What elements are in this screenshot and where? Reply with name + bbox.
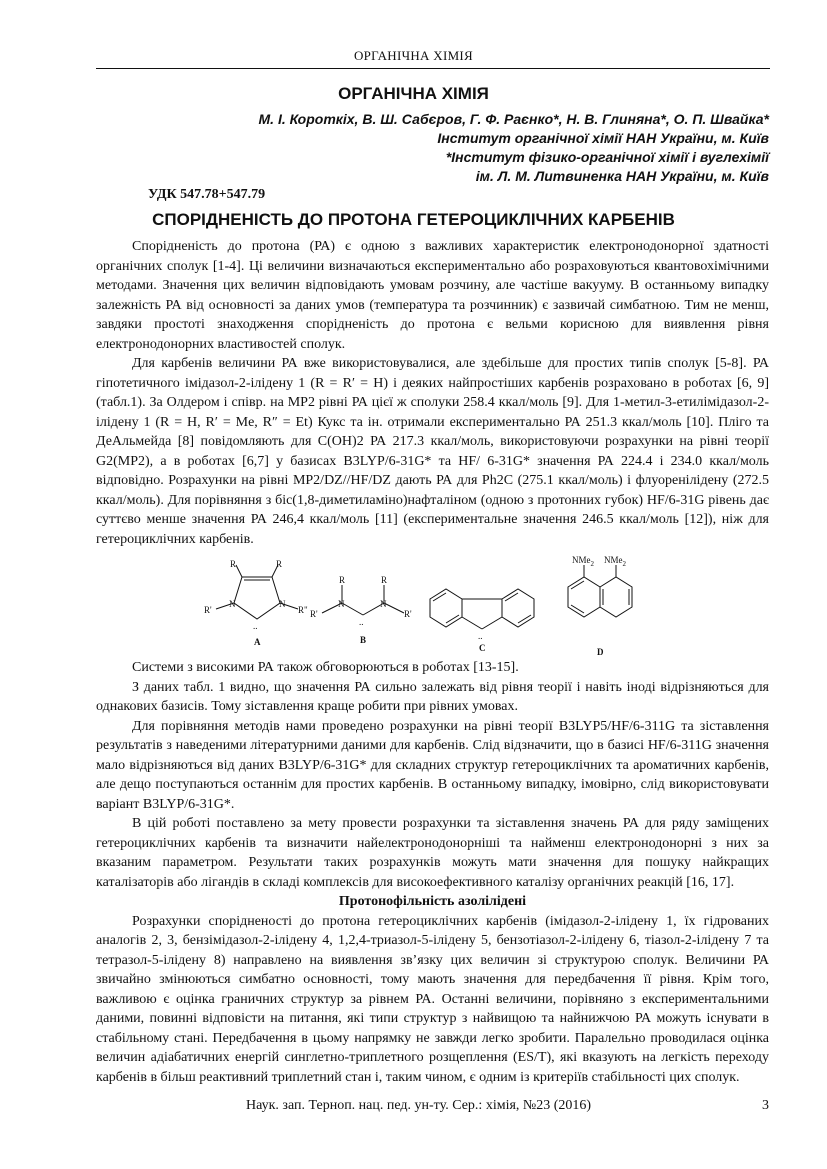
label-n: N [279,599,286,609]
paragraph: Для карбенів величини РА вже використовувалися, але здебільше для простих типів сполук [5-8]. РА гіпотетичного імідазол-2-ілідену 1 (R = R′ = H) і деяких найпростіших карбенів розраховано в роботах [6, 9] (табл.1). За Олдером і співр. на МР2 рівні РА цієї ж сполуки 258.4 ккал/моль [9]. Для 1-метил-3-етилімідазол-2-ілідену 1 (R = H, R′ = Me, R″ = Et) Кукс та ін. отримали експериментально РА 251.3 ккал/моль [10]. Пліго та ДеАльмейда [8] повідомляють для C(OH)2 РА 217.3 ккал/моль, використовуючи розрахунки на рівні теорії G2(MP2), а в роботах [6,7] у базисах B3LYP/6-31G* та HF/ 6-31G* значення РА 224.4 і 234.0 ккал/моль відповідно. Розрахунки на рівні МР2/DZ//HF/DZ дають РА для Ph2C (275.1 ккал/моль) і флуоренілідену (272.5 ккал/моль). Для порівняння з біс(1,8-диметиламіно)нафталіном (одною з протонних губок) HF/6-31G рівень дає суттєво менше значення РА 246,4 ккал/моль [11] (експериментальне значення 246.5 ккал/моль [12]), ніж для гетероциклічних карбенів. [96,356,769,547]
running-head: ОРГАНІЧНА ХІМІЯ [353,48,474,63]
paragraph: Спорідненість до протона (РА) є одною з важливих характеристик електронодонорної здатності органічних сполук [1-4]. Ці величини визначаються експериментально або розраховуються квантовохімічними методами. Значення цих величин відповідають умовам розчину, але частіше вакууму. В останньому випадку залежність РА від основності за даних умов (температура та розчинник) є зазвичай симбатною. Тим не менш, завдяки простоті знаходження спорідненість до протона є вельми корисною для виявлення рівня електронодонорних властивостей сполук. [96,239,769,352]
label-r-prime: R' [404,609,412,619]
label-r: R [230,559,237,569]
lone-pair-dots: .. [359,617,364,627]
header-rule [96,68,770,69]
section-title: ОРГАНІЧНА ХІМІЯ [338,84,489,103]
label-nme2: NMe$_2$ [572,555,594,568]
paragraph: Системи з високими РА також обговорюються в роботах [13-15]. [132,660,519,675]
label-r-prime: R' [310,609,318,619]
main-text [96,658,769,1087]
label-n: N [229,599,236,609]
lone-pair-dots: .. [253,621,258,631]
page-number: 3 [762,1098,769,1113]
structure-a [216,565,298,619]
label-n: N [380,599,387,609]
affiliation-1: Інститут органічної хімії НАН України, м. Київ [437,130,769,146]
label-structure-b: B [360,635,367,645]
label-r-prime: R' [204,605,212,615]
subsection-heading: Протонофільність азолілідені [338,894,527,909]
structure-b [322,585,404,615]
paragraph: З даних табл. 1 видно, що значення РА сильно залежать від рівня теорії і навіть іноді відрізняються для однакових базисів. Тому зіставлення краще робити при рівних умовах. [96,679,769,714]
label-structure-a: A [254,637,261,647]
structure-c [430,589,534,629]
paragraph: Розрахунки спорідненості до протона гетероциклічних карбенів (імідазол-2-ілідену 1, їх гідрованих аналогів 2, 3, бензімідазол-2-ілідену 4, 1,2,4-триазол-5-ілідену 5, бензотіазол-2-ілідену 6, тіазол-2-ілідену 7 та тетразол-5-ілідену 8) направлено на виявлення зв’язку цих величин зі структурою сполук. Величини РА звичайно змінюються симбатно основності, тому мають значення для передбачення її рівня. Крім того, важливою є оцінка граничних структур за рівнем РА. Останні величини, порівняно з експериментальними даними, повинні відповісти на питання, які типи структур з найвищою та найнижчою РА можуть існувати в стабільному стані. Передбачення в цьому напрямку не завжди легко зробити. Паралельно проводилася оцінка величин адіабатичних енергій синглетно-триплетного розщеплення (ES/T), які вказують на легкість переходу карбенів в більш реактивний триплетний стан і, таким чином, є одним із критеріїв стабільності цих сполук. [96,913,769,1085]
label-r: R [339,575,346,585]
affiliation-2: *Інститут фізико-органічної хімії і вуглехімії [445,149,769,165]
label-r: R [381,575,388,585]
label-nme2: NMe$_2$ [604,555,626,568]
affiliation-3: ім. Л. М. Литвиненка НАН України, м. Київ [475,168,769,184]
paragraph: Для порівняння методів нами проведено розрахунки на рівні теорії B3LYP5/HF/6-311G та зіставлення результатів з наведеними літературними даними для карбенів. Слід відзначити, що в базисі HF/6-311G значення мало відрізняються від даних B3LYP/6-31G* для складних структур гетероциклічних та ароматичних карбенів, але дещо поступаються останнім для простих карбенів. В останньому випадку, імовірно, слід використовувати варіант B3LYP/6-31G*. [96,718,769,812]
structure-d [568,565,632,617]
label-n: N [338,599,345,609]
label-structure-c: C [479,643,486,653]
label-r: R [276,559,283,569]
author-block [259,110,770,186]
intro-text [96,237,769,549]
structures-figure [180,555,660,663]
author-list: М. І. Короткіх, В. Ш. Сабєров, Г. Ф. Раєнко*, Н. В. Глиняна*, О. П. Швайка* [258,111,769,127]
paragraph: В цій роботі поставлено за мету провести розрахунки та зіставлення значень РА для ряду заміщених гетероциклічних карбенів та визначити найелектронодонорніші та найменш електронодонорні з них за вказаним параметром. Результати таких розрахунків можуть мати значення для пошуку найкращих каталізаторів або лігандів в складі комплексів для високоефективного каталізу органічних реакцій [16, 17]. [96,816,769,890]
label-r-double-prime: R" [298,605,308,615]
udc-code: УДК 547.78+547.79 [148,187,266,202]
label-structure-d: D [597,647,604,657]
article-title: СПОРІДНЕНІСТЬ ДО ПРОТОНА ГЕТЕРОЦИКЛІЧНИХ КАРБЕНІВ [152,210,675,229]
lone-pair-dots: .. [478,631,483,641]
journal-citation: Наук. зап. Терноп. нац. пед. ун-ту. Сер.: хімія, №23 (2016) [246,1098,592,1113]
